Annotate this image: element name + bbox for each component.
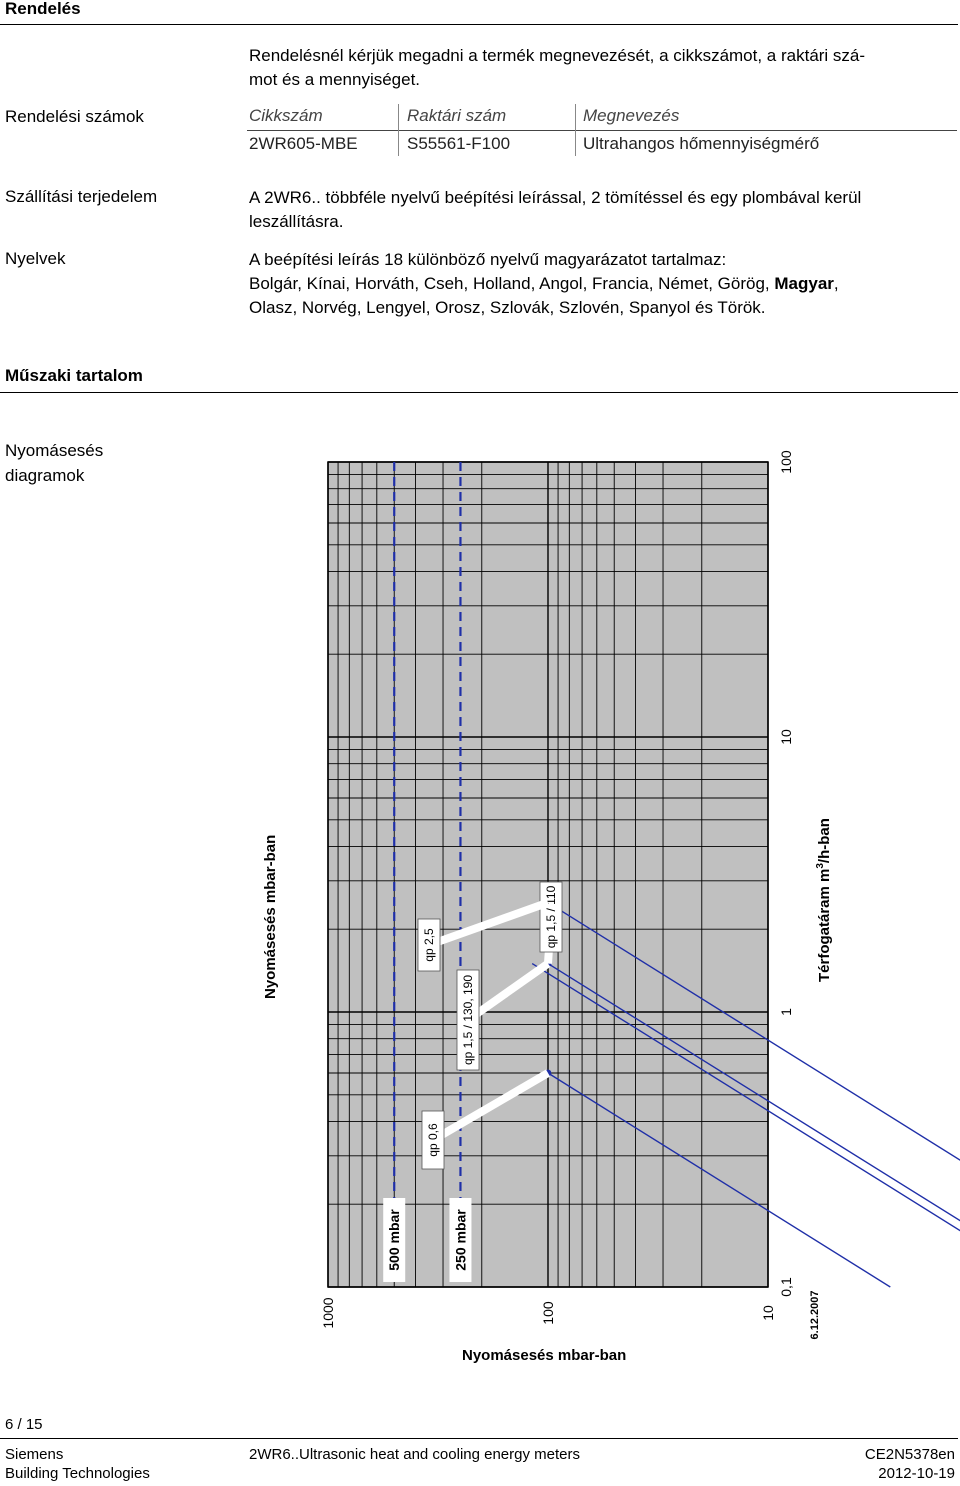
table-header-megnevezes: Megnevezés (583, 106, 680, 125)
ordering-text-line: Rendelésnél kérjük megadni a termék megnevezését, a cikkszámot, a raktári szá- (249, 46, 866, 65)
callout-label: qp 0,6 (426, 1123, 440, 1157)
ordering-text-line: mot és a mennyiséget. (249, 70, 421, 89)
callout-label: qp 2,5 (422, 928, 436, 962)
languages-list: Bolgár, Kínai, Horváth, Cseh, Holland, Angol, Francia, Német, Görög, (249, 274, 775, 293)
languages-label: Nyelvek (5, 249, 66, 268)
page-number: 6 / 15 (5, 1416, 43, 1433)
delivery-text-line: A 2WR6.. többféle nyelvű beépítési leírással, 2 tömítéssel és egy plombával kerül (249, 188, 862, 207)
section-title-ordering: Rendelés (5, 0, 81, 18)
table-cell-megnevezes: Ultrahangos hőmennyiségmérő (583, 134, 820, 153)
x-tick-label: 100 (778, 450, 794, 474)
x-tick-label: 0,1 (778, 1277, 794, 1297)
languages-highlight: Magyar (774, 274, 834, 293)
footer-company: Siemens (5, 1446, 64, 1463)
footer-date: 2012-10-19 (878, 1465, 955, 1482)
right-axis-label-sup: 3 (815, 863, 826, 869)
footer-doc-id: CE2N5378en (864, 1446, 955, 1463)
table-cell-raktari: S55561-F100 (407, 134, 511, 153)
table-cell-cikkszam: 2WR605-MBE (249, 134, 358, 153)
x-tick-label: 10 (778, 729, 794, 745)
right-axis-label-text: /h-ban (816, 818, 833, 864)
languages-text-line: A beépítési leírás 18 különböző nyelvű magyarázatot tartalmaz: (249, 250, 727, 269)
right-axis-label-text: Térfogatáram m (816, 868, 833, 982)
bottom-axis-label: Nyomásesés mbar-ban (462, 1347, 627, 1364)
order-numbers-label: Rendelési számok (5, 107, 144, 126)
reference-label: 500 mbar (386, 1209, 403, 1271)
y-tick-label: 10 (760, 1305, 776, 1321)
diagram-label-line: diagramok (5, 466, 85, 485)
y-tick-label: 1000 (320, 1297, 336, 1329)
left-axis-label: Nyomásesés mbar-ban (262, 834, 279, 999)
section-title-technical: Műszaki tartalom (5, 366, 143, 385)
divider (0, 1438, 958, 1439)
callout-label: qp 1,5 / 130, 190 (461, 974, 475, 1066)
delivery-label: Szállítási terjedelem (5, 187, 158, 206)
y-tick-label: 100 (540, 1301, 556, 1325)
footer-company-division: Building Technologies (5, 1465, 150, 1482)
delivery-text-line: leszállításra. (249, 212, 344, 231)
x-tick-label: 1 (778, 1008, 794, 1016)
diagram-label-line: Nyomásesés (5, 441, 104, 460)
chart-date: 6.12.2007 (809, 1290, 821, 1340)
table-header-cikkszam: Cikkszám (249, 106, 323, 125)
reference-label: 250 mbar (452, 1209, 469, 1271)
languages-text-line: Olasz, Norvég, Lengyel, Orosz, Szlovák, Szlovén, Spanyol és Török. (249, 298, 766, 317)
footer-product: 2WR6..Ultrasonic heat and cooling energy meters (249, 1446, 580, 1463)
table-header-raktari: Raktári szám (407, 106, 507, 125)
callout-label: qp 1,5 / 110 (544, 885, 558, 949)
languages-comma: , (833, 274, 839, 293)
